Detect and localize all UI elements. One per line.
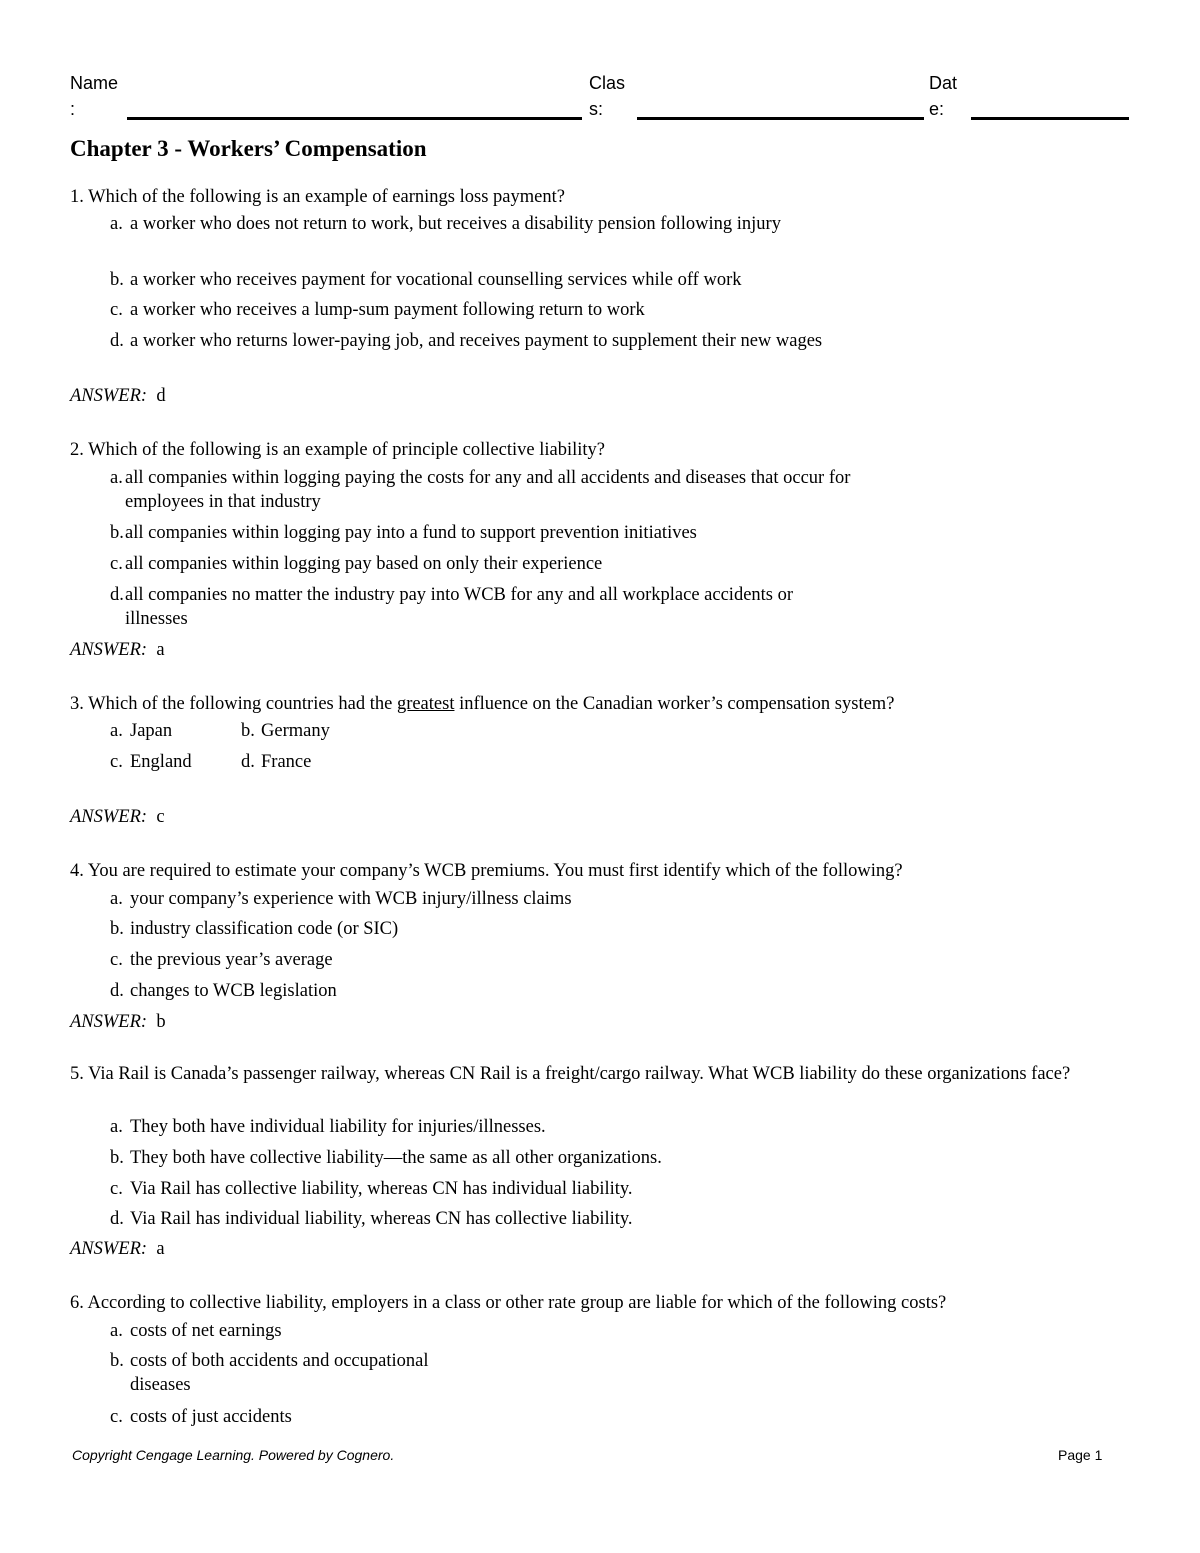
question-6-option-b — [110, 1349, 490, 1397]
option-text: Germany — [261, 721, 330, 741]
option-text: They both have collective liability—the same as all other organizations. — [130, 1148, 662, 1168]
option-text: all companies within logging paying the costs for any and all accidents and diseases that occur for employees in that industry — [125, 468, 851, 512]
option-letter: a. — [110, 889, 123, 909]
answer-value: c — [156, 807, 165, 827]
option-text: They both have individual liability for injuries/illnesses. — [130, 1117, 546, 1137]
question-2-answer — [70, 638, 165, 662]
option-letter: c. — [110, 752, 123, 772]
option-text: industry classification code (or SIC) — [130, 919, 399, 939]
option-text: a worker who returns lower-paying job, and receives payment to supplement their new wages — [130, 331, 823, 351]
option-letter: c. — [110, 950, 123, 970]
question-4-answer — [70, 1010, 166, 1034]
question-5-option-c — [110, 1177, 890, 1201]
question-4-option-d — [110, 979, 890, 1003]
question-6-stem: 6. According to collective liability, employers in a class or other rate group are liable for which of the following costs? — [70, 1293, 947, 1313]
answer-value: b — [156, 1012, 166, 1032]
class-label-bottom: s: — [589, 99, 604, 119]
answer-label: ANSWER: — [70, 640, 148, 660]
question-3-stem — [70, 692, 1130, 716]
question-2-option-a — [110, 466, 870, 514]
option-text: a worker who does not return to work, but receives a disability pension following injury — [130, 214, 781, 234]
question-4-option-c — [110, 948, 890, 972]
date-label-bottom: e: — [929, 99, 945, 119]
option-text: all companies within logging pay into a fund to support prevention initiatives — [125, 523, 697, 543]
option-text: all companies no matter the industry pay into WCB for any and all workplace accidents or illnesses — [125, 585, 794, 629]
question-1-option-a — [110, 212, 850, 236]
option-letter: b. — [110, 1148, 124, 1168]
answer-value: a — [156, 640, 165, 660]
option-text: Via Rail has collective liability, whereas CN has individual liability. — [130, 1179, 633, 1199]
option-letter: d. — [110, 585, 124, 605]
question-1-option-c — [110, 298, 890, 322]
option-text: Via Rail has individual liability, whereas CN has collective liability. — [130, 1209, 633, 1229]
question-5-option-b — [110, 1146, 890, 1170]
option-letter: d. — [110, 1209, 124, 1229]
option-letter: b. — [110, 270, 124, 290]
question-1-option-b — [110, 268, 890, 292]
option-letter: c. — [110, 1407, 123, 1427]
date-field-line[interactable] — [971, 117, 1129, 120]
option-letter: c. — [110, 300, 123, 320]
stem-underlined-word: greatest — [396, 694, 455, 714]
question-4-stem: 4. You are required to estimate your company’s WCB premiums. You must first identify which of the following? — [70, 861, 903, 881]
answer-label: ANSWER: — [70, 1239, 148, 1259]
option-text: England — [130, 752, 192, 772]
option-text: costs of just accidents — [130, 1407, 292, 1427]
option-text: a worker who receives payment for vocational counselling services while off work — [130, 270, 742, 290]
question-2-stem: 2. Which of the following is an example of principle collective liability? — [70, 440, 605, 460]
option-letter: c. — [110, 554, 123, 574]
option-text: France — [261, 752, 312, 772]
question-3-option-a — [110, 719, 220, 743]
question-1-option-d — [110, 329, 890, 353]
option-letter: b. — [110, 1351, 124, 1371]
option-letter: a. — [110, 1117, 123, 1137]
option-text: the previous year’s average — [130, 950, 333, 970]
question-6-option-c — [110, 1405, 890, 1429]
question-6-option-a — [110, 1319, 890, 1343]
question-4-option-a — [110, 887, 890, 911]
question-3-answer — [70, 805, 165, 829]
option-text: your company’s experience with WCB injury/illness claims — [130, 889, 572, 909]
answer-label: ANSWER: — [70, 1012, 148, 1032]
question-2-option-d — [110, 583, 810, 631]
option-letter: c. — [110, 1179, 123, 1199]
name-field-line[interactable] — [127, 117, 582, 120]
question-3-option-c — [110, 750, 196, 774]
option-letter: d. — [110, 981, 124, 1001]
option-letter: b. — [241, 721, 255, 741]
chapter-title: Chapter 3 - Workers’ Compensation — [70, 136, 427, 161]
question-5-option-d — [110, 1207, 890, 1231]
question-3-option-d — [241, 750, 371, 774]
question-3-option-b — [241, 719, 371, 743]
question-1-stem: 1. Which of the following is an example of earnings loss payment? — [70, 187, 565, 207]
option-letter: a. — [110, 1321, 123, 1341]
class-field-line[interactable] — [637, 117, 924, 120]
date-label-top: Dat — [929, 73, 958, 93]
question-5-option-a — [110, 1115, 890, 1139]
option-text: costs of net earnings — [130, 1321, 282, 1341]
class-label-top: Clas — [589, 73, 626, 93]
question-5-answer — [70, 1237, 165, 1261]
option-text: costs of both accidents and occupational diseases — [130, 1351, 429, 1395]
answer-label: ANSWER: — [70, 807, 148, 827]
option-letter: b. — [110, 523, 124, 543]
question-1-answer — [70, 384, 166, 408]
question-4-option-b — [110, 917, 890, 941]
copyright-footer: Copyright Cengage Learning. Powered by Cognero. — [72, 1447, 395, 1463]
page-number: Page 1 — [1058, 1447, 1103, 1463]
name-label-top: Name — [70, 73, 119, 93]
option-letter: a. — [110, 468, 123, 488]
answer-value: d — [156, 386, 166, 406]
stem-text-pre: 3. Which of the following countries had the — [70, 694, 397, 714]
option-text: changes to WCB legislation — [130, 981, 337, 1001]
option-letter: a. — [110, 721, 123, 741]
stem-text-post: influence on the Canadian worker’s compensation system? — [454, 694, 895, 714]
question-5-stem: 5. Via Rail is Canada’s passenger railway, whereas CN Rail is a freight/cargo railway. What WCB liability do these organizations face? — [70, 1064, 1071, 1084]
question-2-option-b — [110, 521, 890, 545]
option-letter: d. — [110, 331, 124, 351]
option-letter: a. — [110, 214, 123, 234]
option-letter: b. — [110, 919, 124, 939]
question-2-option-c — [110, 552, 890, 576]
option-letter: d. — [241, 752, 255, 772]
answer-label: ANSWER: — [70, 386, 148, 406]
name-label-bottom: : — [70, 99, 76, 119]
answer-value: a — [156, 1239, 165, 1259]
option-text: a worker who receives a lump-sum payment following return to work — [130, 300, 645, 320]
option-text: Japan — [130, 721, 173, 741]
option-text: all companies within logging pay based on only their experience — [125, 554, 603, 574]
